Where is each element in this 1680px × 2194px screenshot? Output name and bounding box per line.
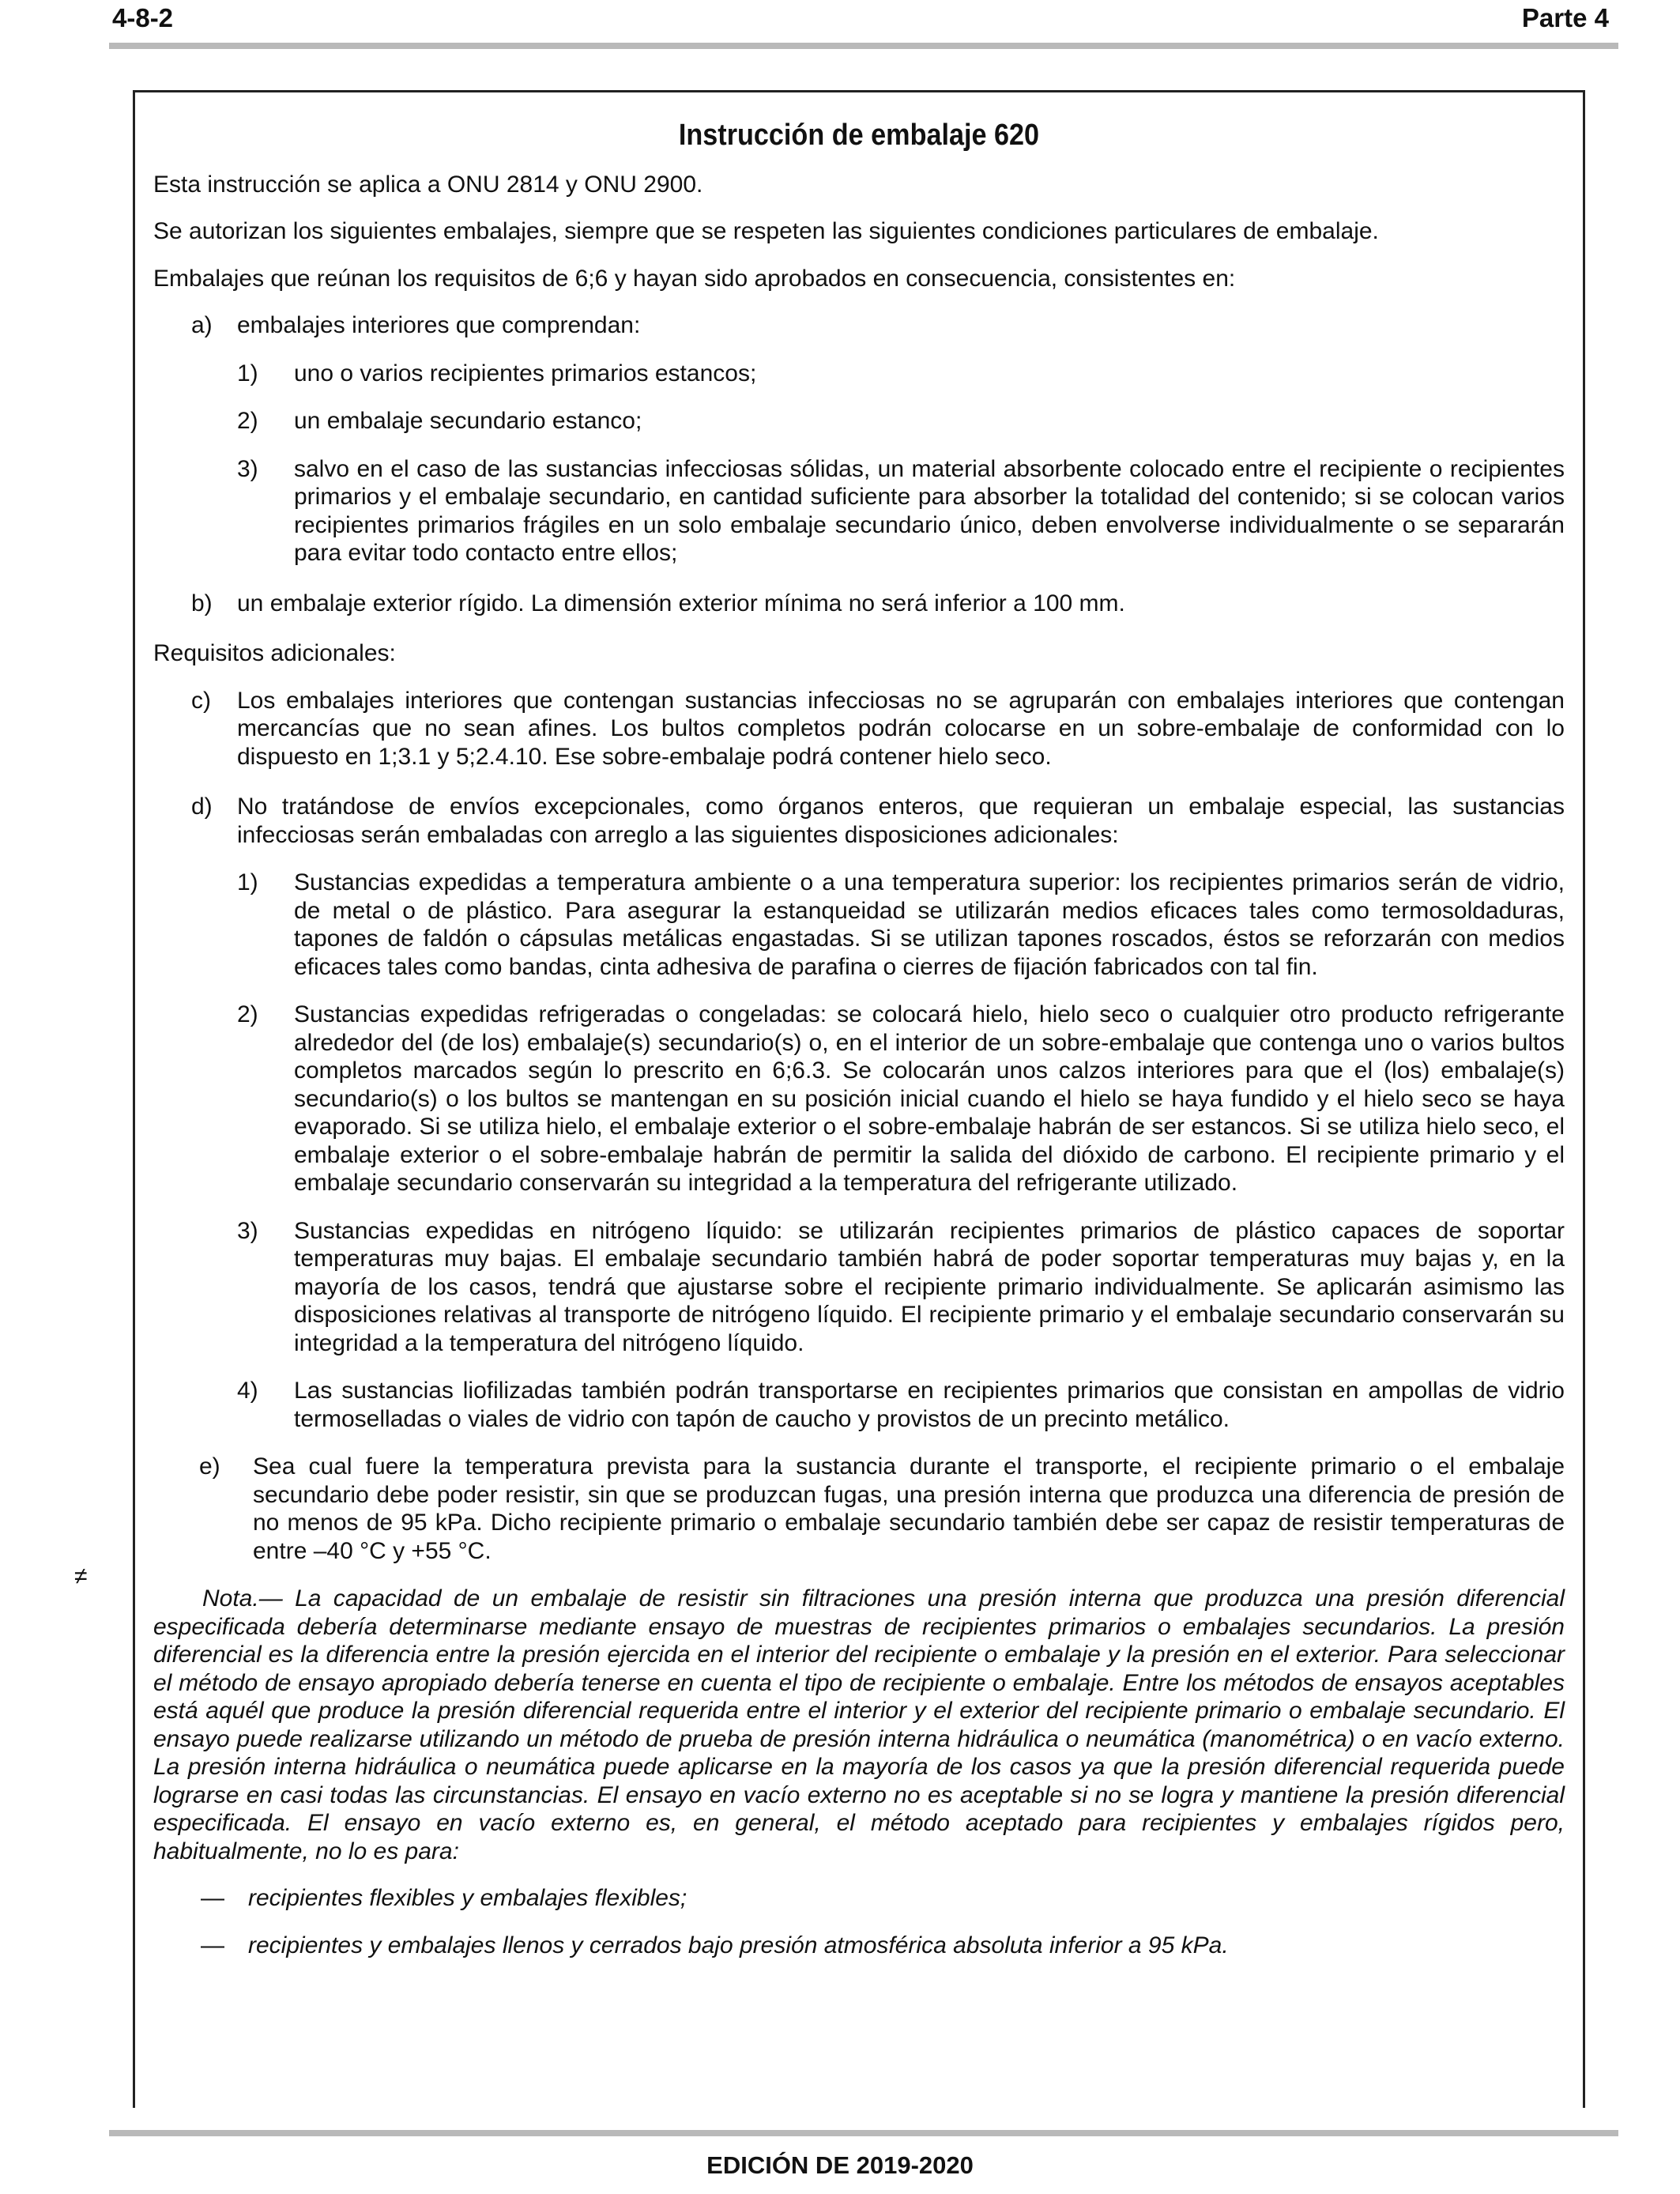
page-title: Instrucción de embalaje 620 [678, 119, 1040, 152]
list-text: un embalaje exterior rígido. La dimensión exterior mínima no será inferior a 100 mm. [237, 590, 1125, 616]
list-item-e [153, 1453, 1565, 1565]
list-label: 1) [237, 869, 258, 895]
header-rule [109, 43, 1618, 49]
list-item-b [153, 590, 1565, 618]
list-text: salvo en el caso de las sustancias infecciosas sólidas, un material absorbente colocado entre el recipiente o recipientes primarios y el embalaje secundario, en cantidad suficiente para absorber la totalidad del contenido; si se colocan varios recipientes primarios frágiles en un solo embalaje secundario único, deben envolverse individualmente o se separarán para evitar todo contacto entre ellos; [294, 455, 1565, 566]
list-label: e) [199, 1453, 220, 1480]
list-text: Sustancias expedidas en nitrógeno líquido: se utilizarán recipientes primarios de plástico capaces de soportar temperaturas muy bajas. El embalaje secundario también habrá de poder soportar temperaturas muy bajas y, en la mayoría de los casos, tendrá que ajustarse sobre el recipiente primario individualmente. Se aplicarán asimismo las disposiciones relativas al transporte de nitrógeno líquido. El recipiente primario y el embalaje secundario conservarán su integridad a la temperatura del nitrógeno líquido. [294, 1217, 1565, 1356]
list-text: Sustancias expedidas refrigeradas o congeladas: se colocará hielo, hielo seco o cualquier otro producto refrigerante alrededor del (de los) embalaje(s) secundario(s) o, en el interior de un sobre-embalaje que contenga uno o varios bultos completos marcados según lo prescrito en 6;6.3. Se colocarán unos calzos interiores para que el (los) embalaje(s) secundario(s) o los bultos se mantengan en su posición inicial cuando el hielo se haya fundido y el hielo seco se haya evaporado. Si se utiliza hielo, el embalaje exterior o el sobre-embalaje habrán de ser estancos. Si se utiliza hielo seco, el embalaje exterior o el sobre-embalaje habrán de permitir la salida del dióxido de carbono. El recipiente primario y el embalaje secundario conservarán su integridad a la temperatura del refrigerante utilizado. [294, 1001, 1565, 1196]
footer-rule [109, 2130, 1618, 2136]
list-item-a [153, 311, 1565, 340]
list-text: recipientes flexibles y embalajes flexibles; [248, 1885, 687, 1911]
sub-item [153, 360, 1565, 388]
list-text: Sea cual fuere la temperatura prevista para la sustancia durante el transporte, el recipiente primario o el embalaje secundario debe poder resistir, sin que se produzcan fugas, una presión interna que produzca una diferencia de presión de no menos de 95 kPa. Dicho recipiente primario o embalaje secundario también debe ser capaz de resistir temperaturas de entre –40 °C y +55 °C. [253, 1453, 1565, 1564]
sub-item [153, 455, 1565, 567]
list-item-d [153, 793, 1565, 849]
list-label: 2) [237, 408, 258, 434]
instruction-content [153, 119, 1565, 1978]
list-text: No tratándose de envíos excepcionales, como órganos enteros, que requieran un embalaje especial, las sustancias infecciosas serán embaladas con arreglo a las siguientes disposiciones adicionales: [237, 794, 1565, 848]
dash-item [153, 1932, 1565, 1960]
sub-item [153, 1377, 1565, 1433]
list-label: a) [191, 312, 213, 338]
list-label: 2) [237, 1001, 258, 1027]
sub-item [153, 1217, 1565, 1358]
part-label: Parte 4 [1521, 3, 1609, 32]
intro-paragraph: Se autorizan los siguientes embalajes, siempre que se respeten las siguientes condiciones particulares de embalaje. [153, 218, 1379, 244]
sub-item [153, 407, 1565, 435]
page-number: 4-8-2 [112, 3, 174, 32]
list-label: 1) [237, 360, 258, 386]
edition-footer: EDICIÓN DE 2019-2020 [706, 2151, 974, 2179]
sub-item [153, 869, 1565, 981]
dash-label: — [201, 1932, 224, 1958]
list-label: c) [191, 687, 211, 714]
intro-paragraph: Esta instrucción se aplica a ONU 2814 y ONU 2900. [153, 171, 703, 198]
list-text: uno o varios recipientes primarios estancos; [294, 360, 757, 386]
dash-label: — [201, 1885, 224, 1911]
list-label: 3) [237, 455, 258, 482]
list-text: un embalaje secundario estanco; [294, 408, 642, 434]
note-paragraph: Nota.— La capacidad de un embalaje de resistir sin filtraciones una presión interna que produzca una presión diferencial especificada debería determinarse mediante ensayo de muestras de recipientes primarios o embalajes secundarios. La presión diferencial es la diferencia entre la presión ejercida en el interior del recipiente o embalaje y la presión en el exterior. Para seleccionar el método de ensayo apropiado debería tenerse en cuenta el tipo de recipiente o embalaje. Entre los métodos de ensayos aceptables está aquél que produce la presión diferencial requerida entre el interior y el exterior del recipiente primario o embalaje secundario. El ensayo puede realizarse utilizando un método de prueba de presión interna hidráulica o neumática (manométrica) o en vacío externo. La presión interna hidráulica o neumática puede aplicarse en la mayoría de los casos ya que la presión diferencial requerida puede lograrse en casi todas las circunstancias. El ensayo en vacío externo no es aceptable si no se logra y mantiene la presión diferencial especificada. El ensayo en vacío externo es, en general, el método aceptado para recipientes y embalajes rígidos pero, habitualmente, no lo es para: [153, 1585, 1565, 1864]
list-text: Las sustancias liofilizadas también podrán transportarse en recipientes primarios que consistan en ampollas de vidrio termoselladas o viales de vidrio con tapón de caucho y provistos de un precinto metálico. [294, 1378, 1565, 1432]
intro-paragraph: Embalajes que reúnan los requisitos de 6;6 y hayan sido aprobados en consecuencia, consistentes en: [153, 265, 1236, 292]
list-text: recipientes y embalajes llenos y cerrados bajo presión atmosférica absoluta inferior a 95 kPa. [248, 1932, 1229, 1958]
list-text: Sustancias expedidas a temperatura ambiente o a una temperatura superior: los recipientes primarios serán de vidrio, de metal o de plástico. Para asegurar la estanqueidad se utilizarán medios eficaces tales como termosoldaduras, tapones de faldón o cápsulas metálicas engastadas. Si se utilizan tapones roscados, éstos se reforzarán con medios eficaces tales como bandas, cinta adhesiva de parafina o cierres de fijación fabricados con tal fin. [294, 869, 1565, 980]
sub-item [153, 1001, 1565, 1197]
list-label: d) [191, 794, 213, 820]
section-heading: Requisitos adicionales: [153, 640, 396, 666]
dash-item [153, 1884, 1565, 1913]
list-text: embalajes interiores que comprendan: [237, 312, 641, 338]
list-text: Los embalajes interiores que contengan sustancias infecciosas no se agruparán con embalajes interiores que contengan mercancías que no sean afines. Los bultos completos podrán colocarse en un sobre-embalaje de conformidad con lo dispuesto en 1;3.1 y 5;2.4.10. Ese sobre-embalaje podrá contener hielo seco. [237, 687, 1565, 770]
list-item-c [153, 687, 1565, 771]
change-mark: ≠ [74, 1563, 88, 1589]
list-label: 3) [237, 1217, 258, 1244]
list-label: b) [191, 590, 213, 616]
list-label: 4) [237, 1378, 258, 1404]
